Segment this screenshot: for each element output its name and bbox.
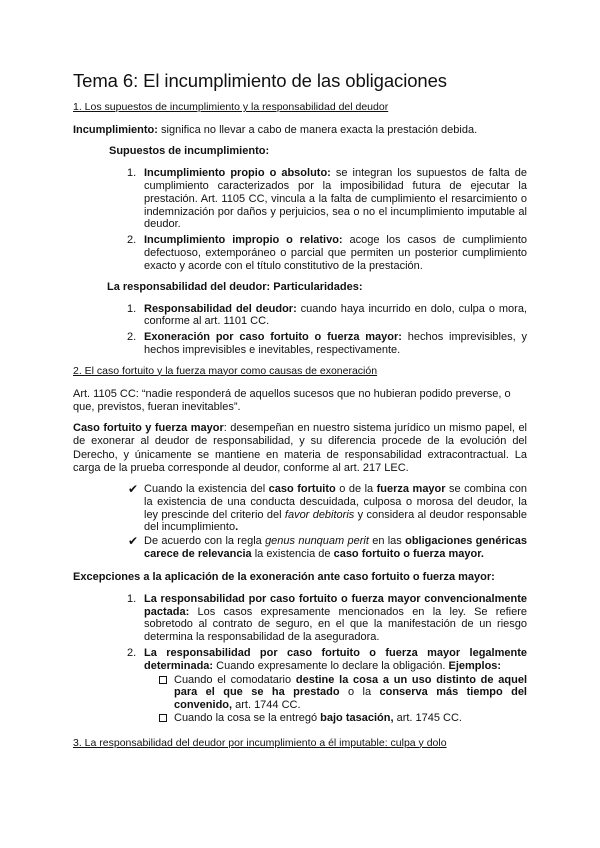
responsabilidad-subtitle: La responsabilidad del deudor: Particularidades: [107, 280, 363, 293]
item-term: La responsabilidad por caso fortuito o fuerza mayor legalmente determinada: [144, 646, 527, 672]
text-run: Cuando la cosa se la entregó [174, 711, 321, 724]
item-text: se integran los supuestos de falta de cumplimiento caracterizados por la imposibilidad futura de ejecutar la prestación. Art. 1105 CC, vincula a la falta de cumplimiento el resarcimiento o indemnización por daños y perjuicios, sea o no el incumplimiento imputable al deudor. [144, 167, 527, 231]
section-1-heading: 1. Los supuestos de incumplimiento y la responsabilidad del deudor [73, 101, 389, 113]
text-run-bold: caso fortuito o fuerza mayor. [333, 547, 484, 560]
text-run-italic: favor debitoris [284, 508, 355, 521]
list-number: 2. [127, 234, 137, 247]
text-run-italic: genus nunquam perit [265, 535, 369, 548]
item-term: Incumplimiento impropio o relativo: [144, 234, 343, 247]
excepciones-title: Excepciones a la aplicación de la exoneración ante caso fortuito o fuerza mayor: [73, 570, 495, 583]
checkmark-icon: ✔ [128, 534, 139, 549]
paragraph-text: : desempeñan en nuestro sistema jurídico un mismo papel, el de exonerar al deudor de responsabilidad, y su diferencia procede de la evolución del Derecho, y únicamente se mantiene en materia de responsabilidad extracontractual. La carga de la prueba corresponde al deudor, conforme al art. 217 LEC. [73, 422, 528, 474]
document-page [73, 70, 527, 760]
text-run: o de la [335, 482, 377, 495]
text-run-bold: obligaciones genéricas carece de relevancia [144, 535, 528, 560]
text-run-bold: destine la cosa a un uso distinto de aquel para el que se ha prestado [174, 673, 527, 699]
check-item [73, 483, 527, 534]
ejemplos-label: Ejemplos: [448, 659, 502, 672]
item-term: Responsabilidad del deudor: [144, 302, 297, 315]
list-number: 2. [127, 331, 137, 344]
text-run: y considera al deudor responsable del incumplimiento [144, 508, 527, 534]
text-run: Cuando la existencia del [144, 482, 269, 495]
ejemplos-list [73, 674, 527, 725]
item-term: La responsabilidad por caso fortuito o fuerza mayor convencionalmente pactada: [144, 592, 527, 618]
list-item [73, 303, 527, 329]
definition-term: Incumplimiento: [73, 124, 158, 136]
supuestos-subtitle: Supuestos de incumplimiento: [109, 145, 270, 158]
checkbox-icon [159, 714, 167, 722]
text-run: De acuerdo con la regla [144, 535, 266, 548]
incumplimiento-definition [73, 124, 527, 137]
list-item [73, 331, 527, 357]
caso-fortuito-paragraph [73, 422, 527, 475]
example-item [73, 674, 527, 712]
text-run-bold: conserva más tiempo del convenido, [174, 686, 527, 712]
text-run: en las [368, 535, 406, 548]
text-run: la existencia de [251, 547, 334, 560]
text-run: se combina con la existencia de una conducta descuidada, culposa o morosa del deudor, la ley prescinde del criterio del [144, 482, 527, 521]
supuestos-list [73, 167, 527, 272]
item-text: hechos imprevisibles, y hechos imprevisibles e inevitables, respectivamente. [144, 331, 527, 356]
example-item [73, 712, 527, 725]
text-run: Cuando el comodatario [174, 673, 296, 686]
list-item [73, 167, 527, 231]
item-term: Incumplimiento propio o absoluto: [144, 167, 331, 180]
article-quote: Art. 1105 CC: “nadie responderá de aquellos sucesos que no hubieran podido preverse, o que, previstos, fueran inevitables”. [73, 387, 511, 413]
section-2-heading: 2. El caso fortuito y la fuerza mayor como causas de exoneración [73, 364, 378, 377]
list-number: 2. [127, 646, 137, 659]
item-text: acoge los casos de cumplimiento defectuoso, extemporáneo o parcial que permiten un posterior cumplimiento exacto y acorde con el título constitutivo de la prestación. [144, 234, 528, 272]
text-run: o la [339, 686, 380, 699]
text-run-bold: bajo tasación, [320, 711, 394, 724]
list-item [73, 647, 527, 673]
text-run: art. 1745 CC. [393, 711, 462, 724]
check-item [73, 535, 527, 561]
item-term: Exoneración por caso fortuito o fuerza mayor: [144, 331, 402, 344]
checkmark-icon: ✔ [128, 481, 139, 496]
page-title: Tema 6: El incumplimiento de las obligaciones [73, 70, 447, 91]
list-number: 1. [127, 167, 137, 180]
list-number: 1. [127, 592, 137, 605]
list-item [73, 593, 527, 644]
text-run-bold: caso fortuito [268, 482, 336, 495]
item-text: Los casos expresamente mencionados en la ley. Se refiere sobretodo al contrato de seguro, en el que la manifestación de un riesgo determina la responsabilidad de la aseguradora. [144, 605, 527, 644]
responsabilidad-list [73, 303, 527, 357]
definition-text: significa no llevar a cabo de manera exacta la prestación debida. [157, 124, 478, 136]
list-number: 1. [127, 302, 137, 315]
text-run-bold: fuerza mayor [376, 482, 446, 495]
paragraph-term: Caso fortuito y fuerza mayor [73, 422, 224, 435]
text-run-bold: . [235, 521, 239, 534]
item-text: cuando haya incurrido en dolo, culpa o mora, conforme al art. 1101 CC. [144, 302, 527, 328]
item-text: Cuando expresamente lo declare la obligación. [213, 659, 449, 672]
excepciones-list [73, 593, 527, 673]
section-3-heading: 3. La responsabilidad del deudor por incumplimiento a él imputable: culpa y dolo [73, 736, 447, 749]
text-run: art. 1744 CC. [232, 699, 301, 712]
check-list [73, 483, 527, 561]
list-item [73, 234, 527, 272]
checkbox-icon [159, 676, 167, 684]
